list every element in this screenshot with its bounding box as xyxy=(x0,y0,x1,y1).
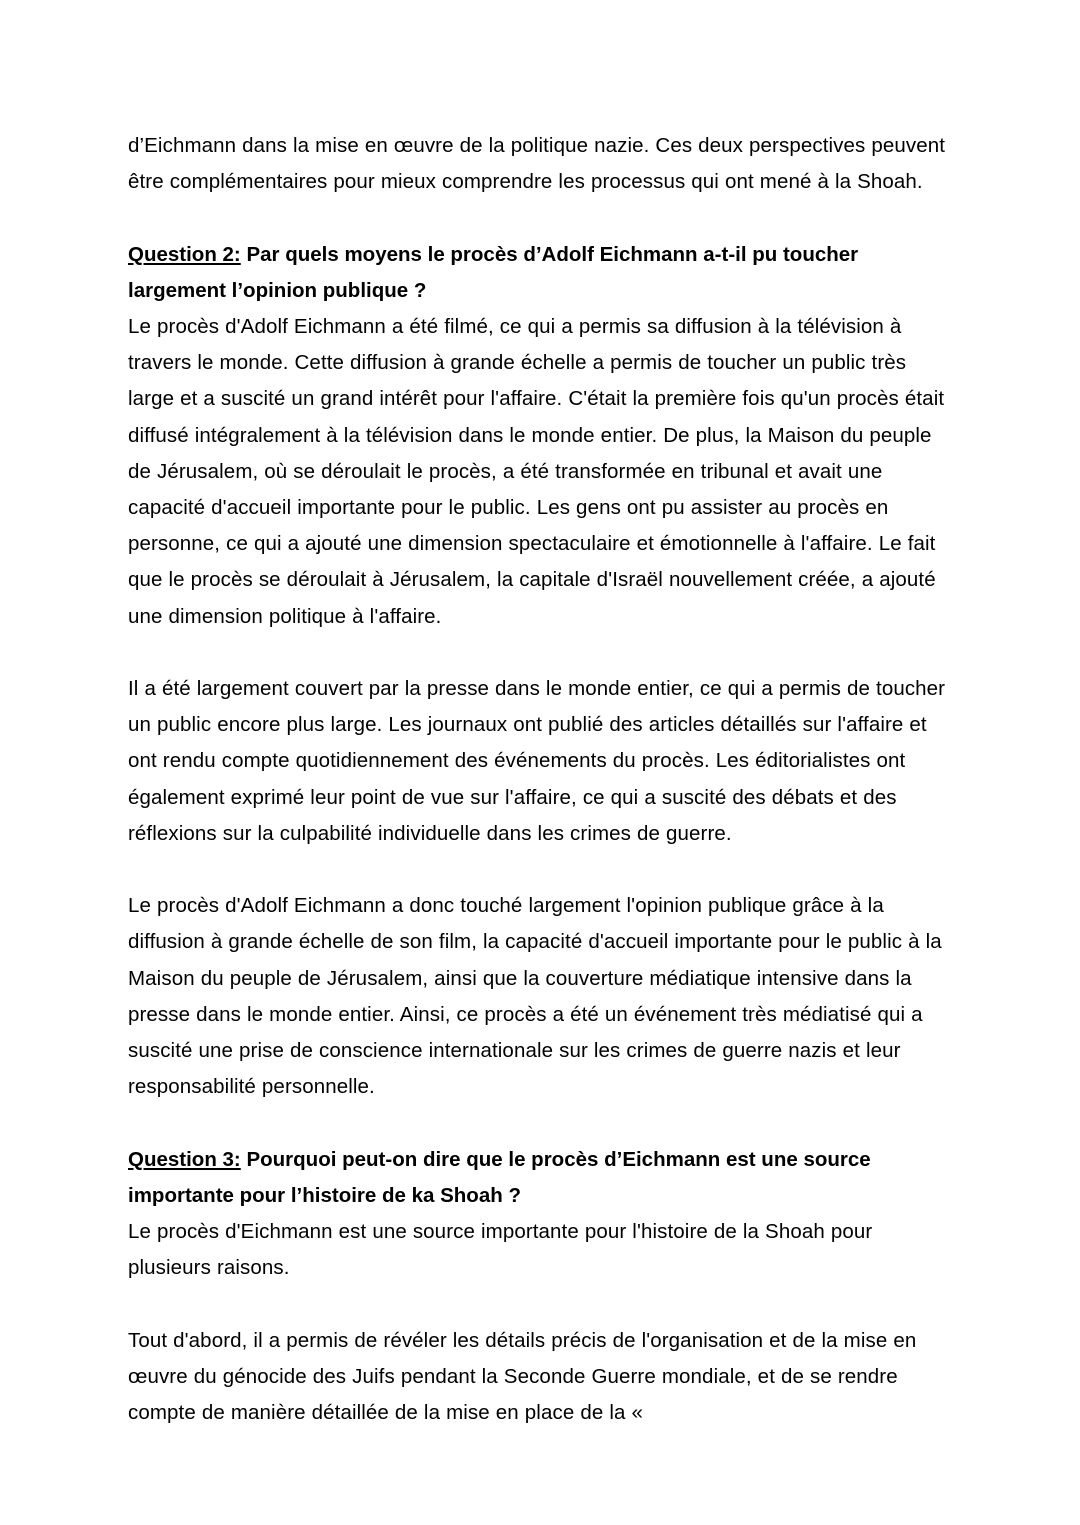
paragraph-spacer xyxy=(128,1105,952,1141)
paragraph-answer-3-part-2: Tout d'abord, il a permis de révéler les détails précis de l'organisation et de la mise en œuvre du génocide des Juifs pendant la Seconde Guerre mondiale, et de se rendre compte de manière détaillée de la mise en place de la « xyxy=(128,1328,917,1425)
paragraph-spacer xyxy=(128,635,952,671)
document-body xyxy=(128,128,952,1431)
question-2-text: Par quels moyens le procès d’Adolf Eichmann a-t-il pu toucher largement l’opinion publique ? xyxy=(128,242,859,302)
paragraph-spacer xyxy=(128,200,952,236)
paragraph-intro-continuation: d’Eichmann dans la mise en œuvre de la politique nazie. Ces deux perspectives peuvent être complémentaires pour mieux comprendre les processus qui ont mené à la Shoah. xyxy=(128,134,946,194)
heading-question-2 xyxy=(128,237,952,309)
paragraph-answer-2-part-1: Le procès d'Adolf Eichmann a été filmé, ce qui a permis sa diffusion à la télévision à travers le monde. Cette diffusion à grande échelle a permis de toucher un public très large et a suscité un grand intérêt pour l'affaire. C'était la première fois qu'un procès était diffusé intégralement à la télévision dans le monde entier. De plus, la Maison du peuple de Jérusalem, où se déroulait le procès, a été transformée en tribunal et avait une capacité d'accueil importante pour le public. Les gens ont pu assister au procès en personne, ce qui a ajouté une dimension spectaculaire et émotionnelle à l'affaire. Le fait que le procès se déroulait à Jérusalem, la capitale d'Israël nouvellement créée, a ajouté une dimension politique à l'affaire. xyxy=(128,315,945,628)
paragraph-answer-2-part-2: Il a été largement couvert par la presse dans le monde entier, ce qui a permis de toucher un public encore plus large. Les journaux ont publié des articles détaillés sur l'affaire et ont rendu compte quotidiennement des événements du procès. Les éditorialistes ont également exprimé leur point de vue sur l'affaire, ce qui a suscité des débats et des réflexions sur la culpabilité individuelle dans les crimes de guerre. xyxy=(128,677,946,845)
question-3-text: Pourquoi peut-on dire que le procès d’Eichmann est une source importante pour l’histoire de ka Shoah ? xyxy=(128,1147,871,1207)
question-2-label: Question 2: xyxy=(128,242,241,266)
paragraph-spacer xyxy=(128,852,952,888)
question-3-label: Question 3: xyxy=(128,1147,241,1171)
paragraph-answer-2-part-3: Le procès d'Adolf Eichmann a donc touché largement l'opinion publique grâce à la diffusion à grande échelle de son film, la capacité d'accueil importante pour le public à la Maison du peuple de Jérusalem, ainsi que la couverture médiatique intensive dans la presse dans le monde entier. Ainsi, ce procès a été un événement très médiatisé qui a suscité une prise de conscience internationale sur les crimes de guerre nazis et leur responsabilité personnelle. xyxy=(128,894,942,1099)
heading-question-3 xyxy=(128,1142,952,1214)
paragraph-spacer xyxy=(128,1286,952,1322)
paragraph-answer-3-part-1: Le procès d'Eichmann est une source importante pour l'histoire de la Shoah pour plusieurs raisons. xyxy=(128,1220,873,1280)
